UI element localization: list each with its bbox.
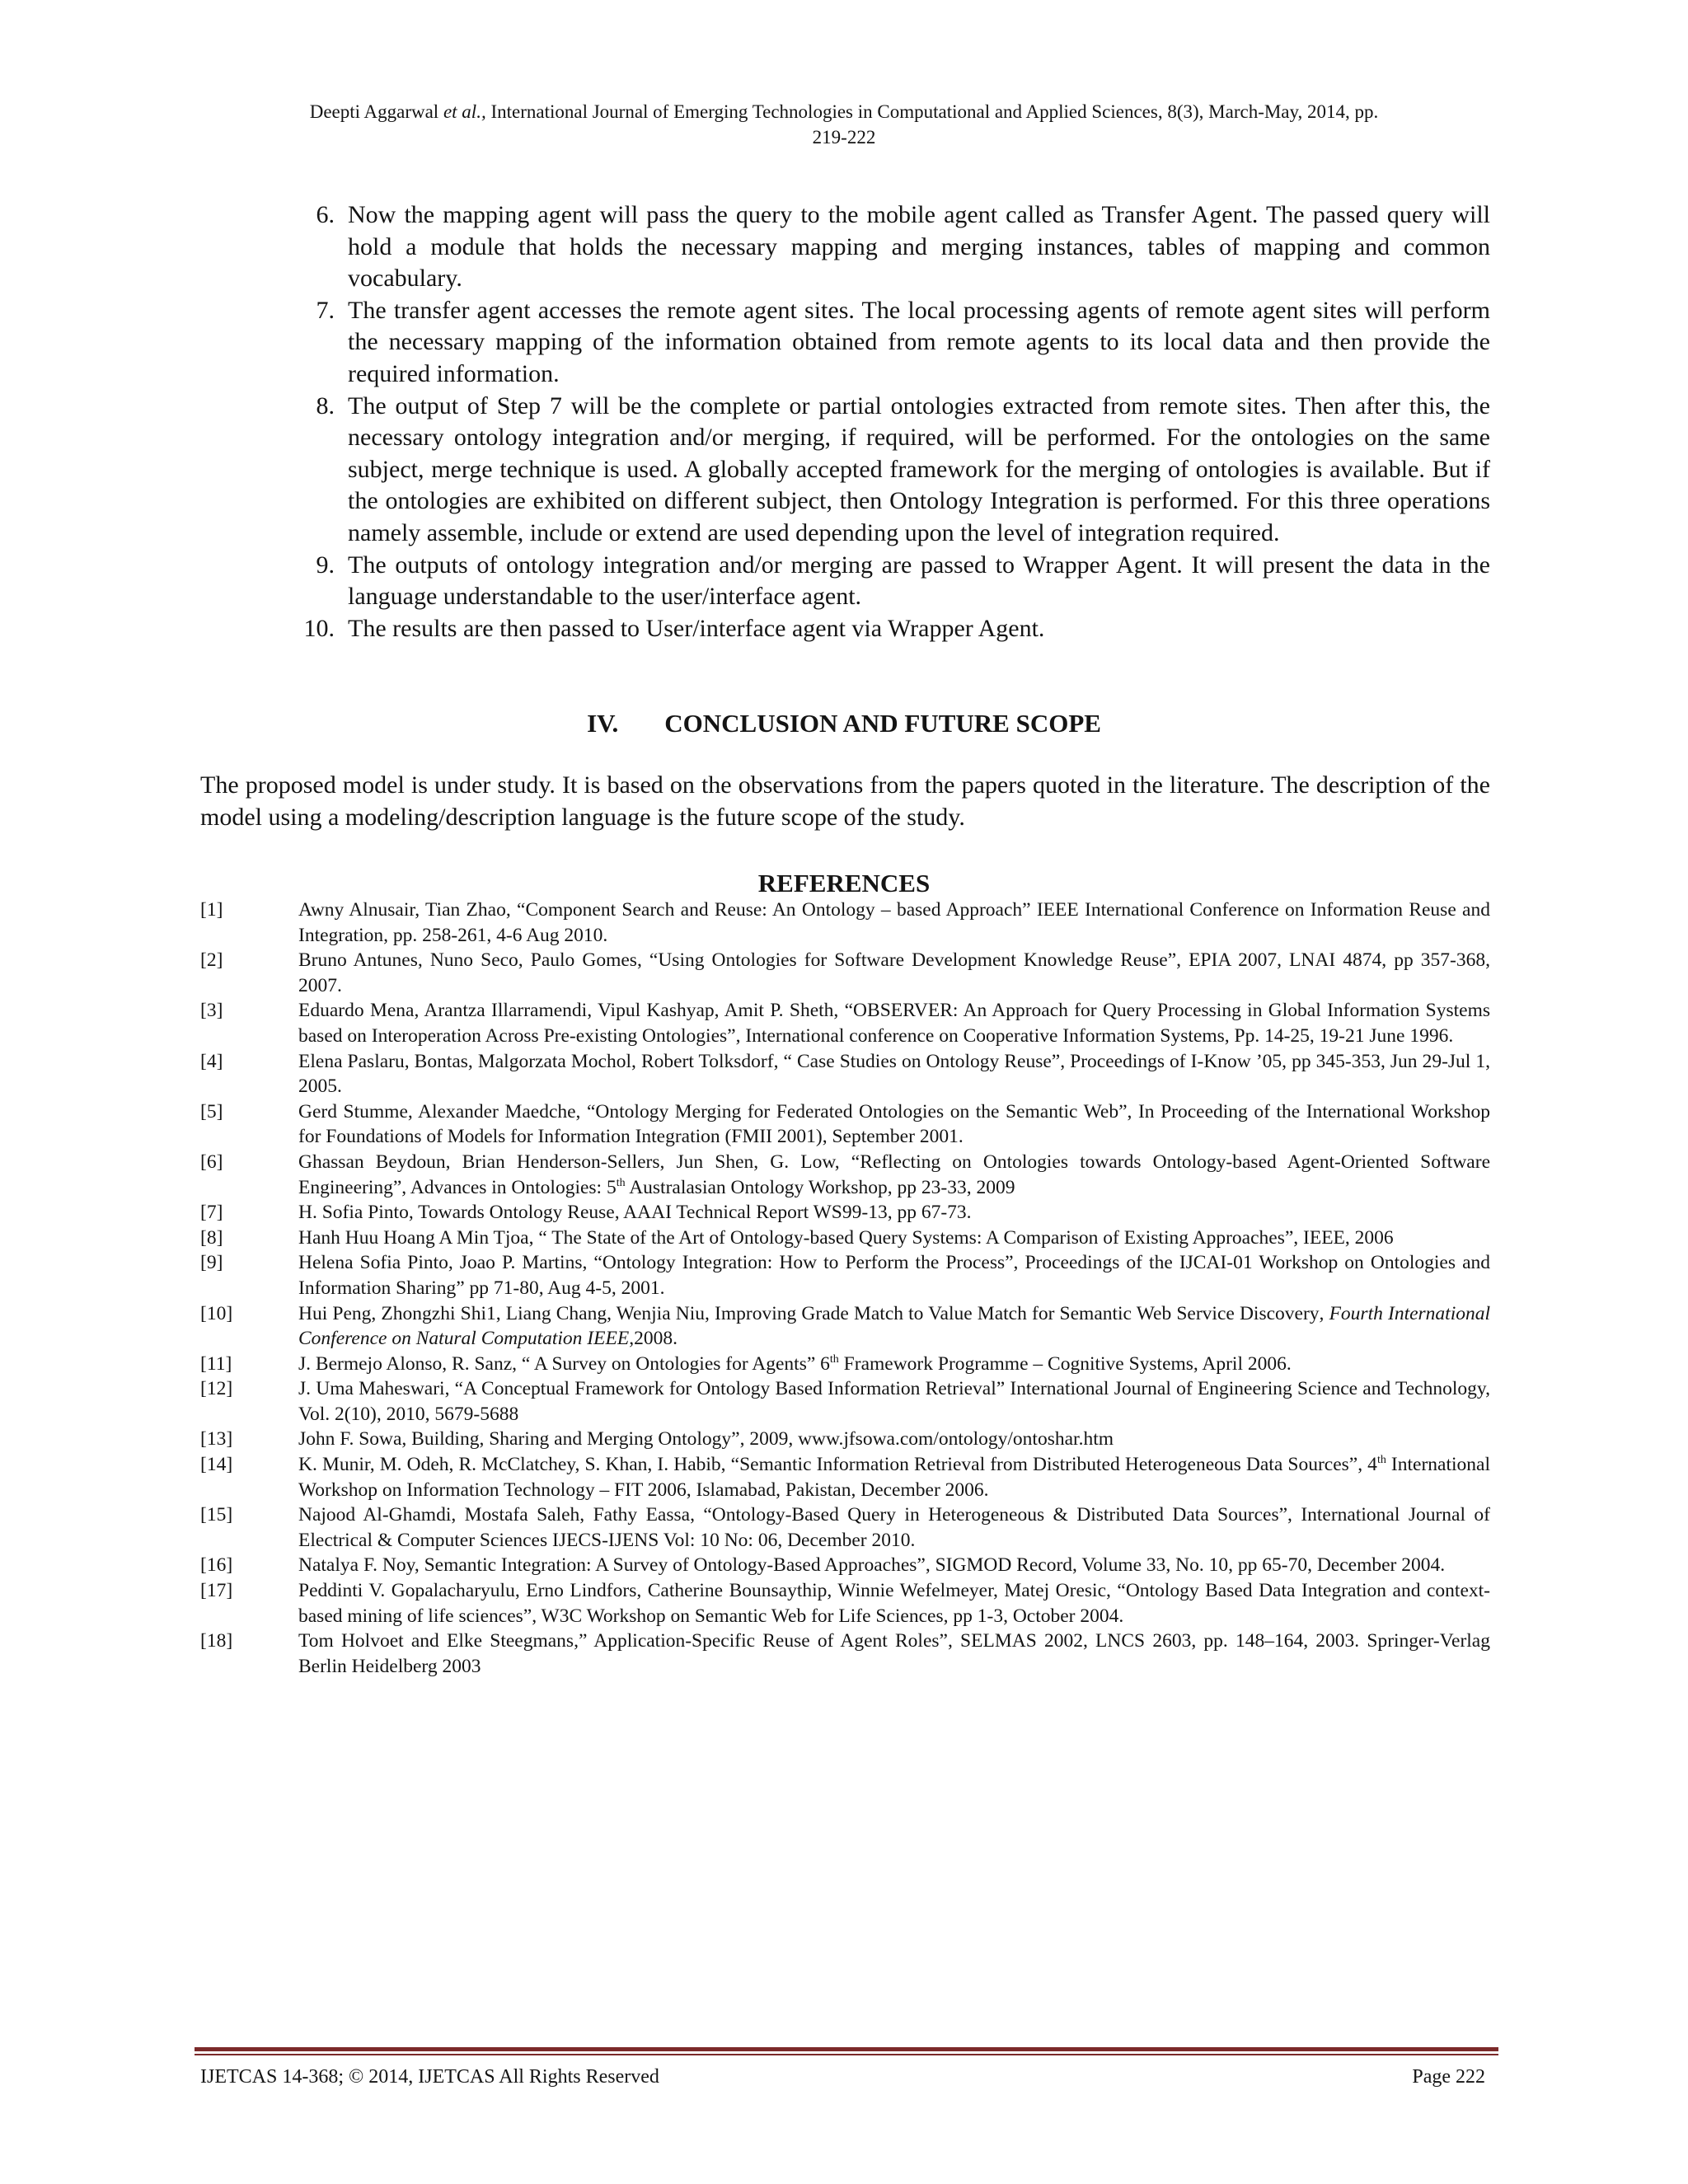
reference-text: Eduardo Mena, Arantza Illarramendi, Vipul Kashyap, Amit P. Sheth, “OBSERVER: An Approach for Query Processing in Global Information Systems based on Interoperation Across Pre-existing Ontologies”, International conference on Cooperative Information Systems, Pp. 14-25, 19-21 June 1996.: [298, 1000, 1490, 1047]
reference-text: Peddinti V. Gopalacharyulu, Erno Lindfors, Catherine Bounsaythip, Winnie Wefelmeyer, Matej Oresic, “Ontology Based Data Integration and context-based mining of life sciences”, W3C Workshop on Semantic Web for Life Sciences, pp 1-3, October 2004.: [298, 1580, 1490, 1627]
step-number: 9.: [316, 551, 335, 579]
step-number: 6.: [316, 201, 335, 228]
reference-item: [200, 1629, 1490, 1679]
reference-italic-venue: , Fourth International Conference on Natural Computation IEEE: [298, 1302, 1491, 1350]
step-item: [295, 199, 1490, 295]
step-text: The results are then passed to User/interface agent via Wrapper Agent.: [348, 614, 1045, 642]
conclusion-paragraph: The proposed model is under study. It is based on the observations from the papers quoted in the literature. The description of the model using a modeling/description language is the future scope of the study.: [200, 771, 1490, 831]
step-text: The outputs of ontology integration and/or merging are passed to Wrapper Agent. It will present the data in the language understandable to the user/interface agent.: [348, 551, 1490, 611]
reference-item: [200, 898, 1490, 948]
footer-divider-thick: [195, 2047, 1498, 2051]
step-number: 10.: [303, 614, 335, 642]
step-number: 8.: [316, 391, 335, 419]
reference-number: [8]: [200, 1226, 223, 1249]
references-list: [200, 898, 1490, 1679]
reference-number: [15]: [200, 1504, 233, 1526]
reference-number: [6]: [200, 1151, 223, 1173]
step-text: The transfer agent accesses the remote agent sites. The local processing agents of remote agent sites will perform the necessary mapping of the information obtained from remote agents to its local data and then provide the required information.: [348, 296, 1490, 387]
reference-text-part: Australasian Ontology Workshop, pp 23-33, 2009: [625, 1176, 1015, 1198]
section-number: IV.: [587, 709, 619, 738]
section-heading: [0, 707, 1688, 740]
reference-number: [4]: [200, 1050, 223, 1072]
reference-number: [7]: [200, 1202, 223, 1224]
reference-item: [200, 1502, 1490, 1553]
header-journal: International Journal of Emerging Technologies in Computational and Applied Sciences, 8(3), March-May, 2014, pp.: [490, 101, 1379, 122]
reference-item: [200, 1452, 1490, 1502]
reference-number: [18]: [200, 1630, 233, 1652]
reference-text-part: K. Munir, M. Odeh, R. McClatchey, S. Khan, I. Habib, “Semantic Information Retrieval from Distributed Heterogeneous Data Sources”, 4: [298, 1454, 1377, 1476]
reference-number: [3]: [200, 1000, 223, 1022]
header-pages: 219-222: [812, 127, 876, 148]
reference-item: [200, 1250, 1490, 1301]
reference-text: Tom Holvoet and Elke Steegmans,” Application-Specific Reuse of Agent Roles”, SELMAS 2002, LNCS 2603, pp. 148–164, 2003. Springer-Verlag Berlin Heidelberg 2003: [298, 1630, 1490, 1677]
footer-divider-thin: [195, 2054, 1498, 2055]
superscript: th: [1376, 1454, 1386, 1467]
reference-item: [200, 1150, 1490, 1200]
reference-number: [16]: [200, 1554, 233, 1577]
reference-text: [298, 1303, 1490, 1350]
running-header: [206, 99, 1482, 150]
reference-item: [200, 1301, 1490, 1352]
reference-item: [200, 1376, 1490, 1427]
reference-number: [9]: [200, 1252, 223, 1274]
procedure-steps-list: [295, 199, 1490, 644]
reference-text: Natalya F. Noy, Semantic Integration: A Survey of Ontology-Based Approaches”, SIGMOD Record, Volume 33, No. 10, pp 65-70, December 2004.: [298, 1554, 1446, 1577]
reference-item: [200, 998, 1490, 1048]
header-author: Deepti Aggarwal: [309, 101, 439, 122]
reference-text: [298, 1353, 1292, 1375]
step-item: [295, 295, 1490, 391]
reference-text: J. Uma Maheswari, “A Conceptual Framework for Ontology Based Information Retrieval” International Journal of Engineering Science and Technology, Vol. 2(10), 2010, 5679-5688: [298, 1378, 1490, 1425]
reference-item: [200, 1200, 1490, 1226]
reference-text-part: ,2008.: [629, 1328, 678, 1350]
reference-item: [200, 948, 1490, 998]
superscript: th: [829, 1352, 839, 1366]
step-number: 7.: [316, 296, 335, 324]
reference-item: [200, 1099, 1490, 1150]
reference-number: [1]: [200, 899, 223, 921]
reference-text: [298, 1151, 1490, 1198]
reference-item: [200, 1352, 1490, 1377]
step-item: [295, 550, 1490, 613]
reference-text: John F. Sowa, Building, Sharing and Merging Ontology”, 2009, www.jfsowa.com/ontology/ontoshar.htm: [298, 1428, 1114, 1451]
reference-item: [200, 1578, 1490, 1629]
references-heading: REFERENCES: [757, 869, 931, 898]
reference-text: Helena Sofia Pinto, Joao P. Martins, “Ontology Integration: How to Perform the Process”, Proceedings of the IJCAI-01 Workshop on Ontologies and Information Sharing” pp 71-80, Aug 4-5, 2001.: [298, 1252, 1490, 1299]
footer-copyright: IJETCAS 14-368; © 2014, IJETCAS All Rights Reserved: [200, 2066, 659, 2088]
reference-number: [10]: [200, 1302, 233, 1324]
reference-text-part: International Workshop on Information Technology – FIT 2006, Islamabad, Pakistan, December 2006.: [298, 1454, 1490, 1501]
reference-item: [200, 1427, 1490, 1452]
reference-number: [14]: [200, 1454, 233, 1476]
reference-text: Bruno Antunes, Nuno Seco, Paulo Gomes, “Using Ontologies for Software Development Knowledge Reuse”, EPIA 2007, LNAI 4874, pp 357-368, 2007.: [298, 949, 1490, 996]
reference-item: [200, 1553, 1490, 1578]
step-item: [295, 613, 1490, 645]
reference-number: [5]: [200, 1100, 223, 1122]
reference-text: H. Sofia Pinto, Towards Ontology Reuse, AAAI Technical Report WS99-13, pp 67-73.: [298, 1202, 972, 1224]
step-item: [295, 391, 1490, 550]
reference-text-part: Hui Peng, Zhongzhi Shi1, Liang Chang, Wenjia Niu, Improving Grade Match to Value Match for Semantic Web Service Discovery: [298, 1302, 1320, 1324]
reference-number: [12]: [200, 1378, 233, 1400]
reference-text-part: J. Bermejo Alonso, R. Sanz, “ A Survey on Ontologies for Agents” 6: [298, 1352, 830, 1375]
reference-text: Awny Alnusair, Tian Zhao, “Component Search and Reuse: An Ontology – based Approach” IEEE International Conference on Information Reuse and Integration, pp. 258-261, 4-6 Aug 2010.: [298, 899, 1490, 946]
reference-text: Elena Paslaru, Bontas, Malgorzata Mochol, Robert Tolksdorf, “ Case Studies on Ontology Reuse”, Proceedings of I-Know ’05, pp 345-353, Jun 29-Jul 1, 2005.: [298, 1050, 1490, 1098]
reference-number: [11]: [200, 1352, 232, 1375]
step-text: Now the mapping agent will pass the query to the mobile agent called as Transfer Agent. The passed query will hold a module that holds the necessary mapping and merging instances, tables of mapping and common vocabulary.: [348, 201, 1490, 293]
footer-page-number: Page 222: [1412, 2066, 1485, 2088]
header-etal: et al.,: [443, 101, 486, 122]
reference-text: Najood Al-Ghamdi, Mostafa Saleh, Fathy Eassa, “Ontology-Based Query in Heterogeneous & Distributed Data Sources”, International Journal of Electrical & Computer Sciences IJECS-IJENS Vol: 10 No: 06, December 2010.: [298, 1504, 1490, 1551]
superscript: th: [616, 1176, 626, 1189]
section-title: CONCLUSION AND FUTURE SCOPE: [664, 709, 1101, 738]
reference-text: [298, 1454, 1490, 1501]
reference-number: [17]: [200, 1580, 233, 1602]
step-text: The output of Step 7 will be the complete or partial ontologies extracted from remote sites. Then after this, the necessary ontology integration and/or merging, if required, will be performed. For the ontologies on the same subject, merge technique is used. A globally accepted framework for the merging of ontologies is available. But if the ontologies are exhibited on different subject, then Ontology Integration is performed. For this three operations namely assemble, include or extend are used depending upon the level of integration required.: [348, 391, 1490, 546]
reference-number: [13]: [200, 1428, 233, 1451]
reference-item: [200, 1226, 1490, 1251]
reference-text: Hanh Huu Hoang A Min Tjoa, “ The State of the Art of Ontology-based Query Systems: A Comparison of Existing Approaches”, IEEE, 2006: [298, 1226, 1394, 1249]
reference-text-part: Ghassan Beydoun, Brian Henderson-Sellers, Jun Shen, G. Low, “Reflecting on Ontologies towards Ontology-based Agent-Oriented Software Engineering”, Advances in Ontologies: 5: [298, 1151, 1490, 1198]
reference-text-part: Framework Programme – Cognitive Systems, April 2006.: [838, 1352, 1292, 1375]
reference-item: [200, 1049, 1490, 1099]
reference-text: Gerd Stumme, Alexander Maedche, “Ontology Merging for Federated Ontologies on the Semantic Web”, In Proceeding of the International Workshop for Foundations of Models for Information Integration (FMII 2001), September 2001.: [298, 1100, 1490, 1148]
reference-number: [2]: [200, 949, 223, 972]
